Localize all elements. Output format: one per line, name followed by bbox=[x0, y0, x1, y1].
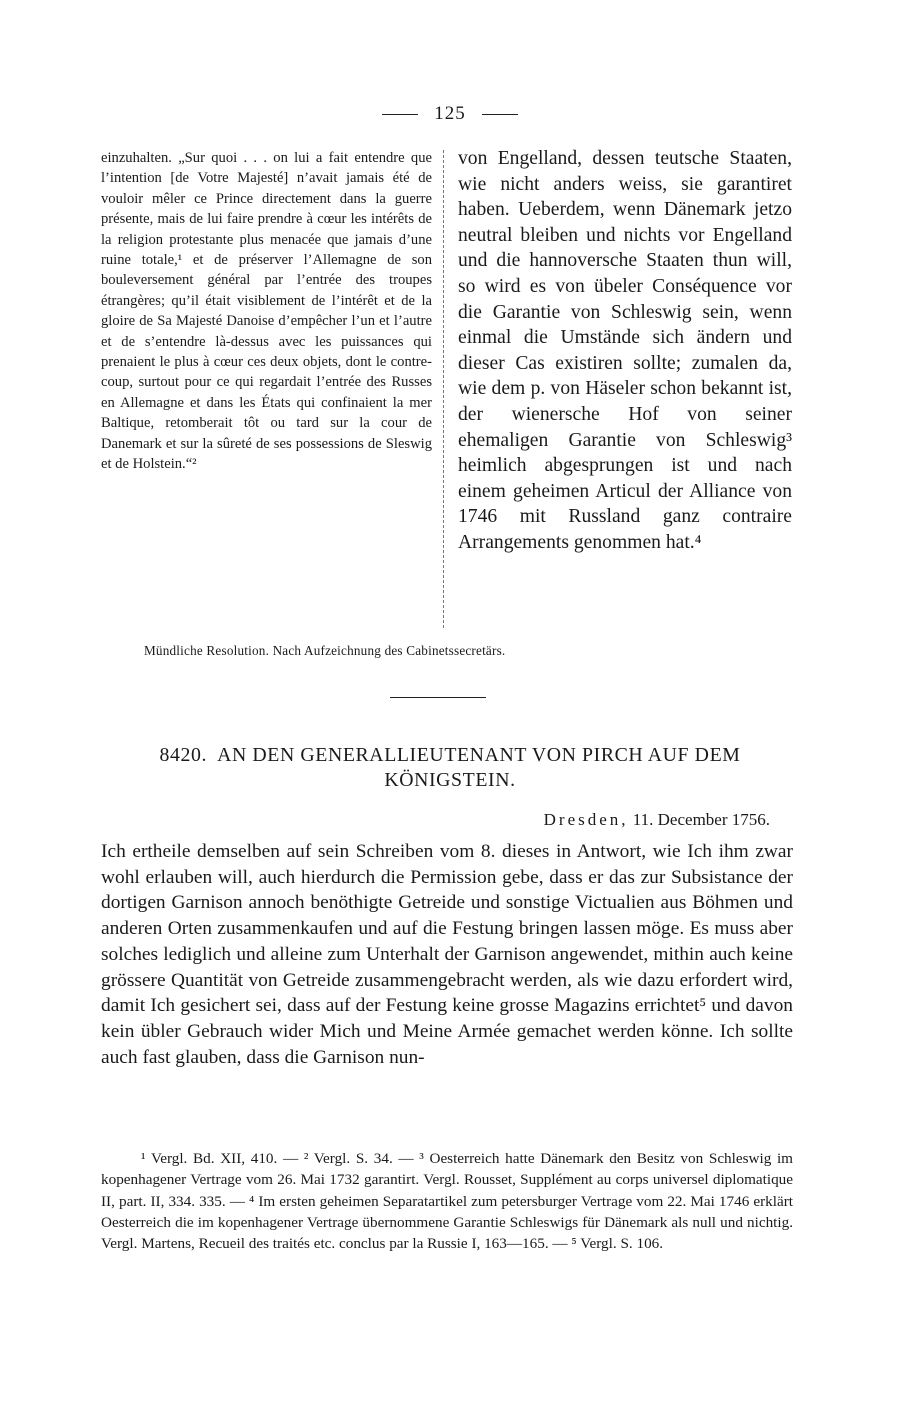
left-column-text: einzuhalten. „Sur quoi . . . on lui a fait entendre que l’intention [de Votre Majesté] n’avait jamais été de vouloir mêler ce Prince directement dans la guerre présente, mais de lui faire prendre à cœur les intérêts de la religion protestante plus menacée que jamais d’une ruine totale,¹ et de préserver l’Allemagne de son bouleversement général par l’entrée des troupes étrangères; qu’il était visiblement de l’intérêt et de la gloire de Sa Majesté Danoise d’empêcher l’un et l’autre et de s’entendre là-dessus avec les puissances qui prenaient le plus à cœur ces deux objets, dont le contre-coup, surtout pour ce qui regardait l’entrée des Russes en Allemagne et dans les États qui confinaient la mer Baltique, retomberait tôt ou tard sur la cour de Danemark et sur la sûreté de ses possessions de Sleswig et de Holstein.“² bbox=[101, 150, 432, 473]
section-divider bbox=[390, 697, 486, 698]
header-rule-left bbox=[382, 114, 418, 115]
header-rule-right bbox=[482, 114, 518, 115]
date-day: 11. December 1756. bbox=[632, 810, 770, 829]
document-title: AN DEN GENERALLIEUTENANT VON PIRCH AUF DEM KÖNIGSTEIN. bbox=[217, 744, 741, 791]
footnotes bbox=[101, 1148, 793, 1254]
page-number: 125 bbox=[434, 103, 466, 124]
dateline bbox=[480, 810, 770, 830]
letter-body bbox=[101, 839, 793, 1070]
footnotes-text: ¹ Vergl. Bd. XII, 410. — ² Vergl. S. 34. — ³ Oesterreich hatte Dänemark den Besitz von Schleswig im kopenhagener Vertrage vom 26. Mai 1732 garantirt. Vergl. Rousset, Supplément au corps universel diplomatique II, part. II, 334. 335. — ⁴ Im ersten geheimen Separatartikel zum petersburger Vertrage vom 22. Mai 1746 erklärt Oesterreich die im kopenhagener Vertrage übernommene Garantie Schleswigs für Dänemark als null und nichtig. Vergl. Martens, Recueil des traités etc. conclus par la Russie I, 163—165. — ⁵ Vergl. S. 106. bbox=[101, 1150, 793, 1253]
document-heading bbox=[130, 743, 770, 793]
date-place: Dresden, bbox=[543, 810, 629, 829]
page-header bbox=[0, 103, 900, 125]
letter-text: Ich ertheile demselben auf sein Schreiben vom 8. dieses in Antwort, wie Ich ihm zwar wohl erlauben will, auch hierdurch die Permission gebe, dass er das zur Subsistance der dortigen Garnison annoch benöthigte Getreide und sonstige Victualien aus Böhmen und anderen Orten zusammenkaufen und auf die Festung bringen lassen möge. Es muss aber solches lediglich und alleine zum Unterhalt der Garnison angewendet, mithin auch keine grössere Quantität von Getreide zusammengebracht werden, als wie dazu erfordert wird, damit Ich gesichert sei, dass auf der Festung keine grosse Magazins errichtet⁵ und davon kein übler Gebrauch wider Mich und Meine Armée gemachet werden könne. Ich sollte auch fast glauben, dass die Garnison nun- bbox=[101, 841, 793, 1068]
right-column bbox=[458, 146, 792, 556]
right-column-text: von Engelland, dessen teutsche Staaten, wie nicht anders weiss, sie garantiret haben. Ueberdem, wenn Dänemark jetzo neutral bleiben und nichts vor Engelland und die hannoversche Staaten thun will, so wird es von übeler Conséquence vor die Garantie von Schleswig sein, wenn einmal die Umstände sich ändern und dieser Cas existiren sollte; zumalen da, wie dem p. von Häseler schon bekannt ist, der wienersche Hof von seiner ehemaligen Garantie von Schleswig³ heimlich abgesprungen ist und nach einem geheimen Articul der Alliance von 1746 mit Russland ganz contraire Arrangements genommen hat.⁴ bbox=[458, 148, 792, 553]
document-number: 8420. bbox=[159, 744, 208, 766]
resolution-note: Mündliche Resolution. Nach Aufzeichnung des Cabinetssecretärs. bbox=[144, 643, 506, 658]
left-column bbox=[101, 148, 432, 475]
column-divider bbox=[443, 150, 444, 628]
